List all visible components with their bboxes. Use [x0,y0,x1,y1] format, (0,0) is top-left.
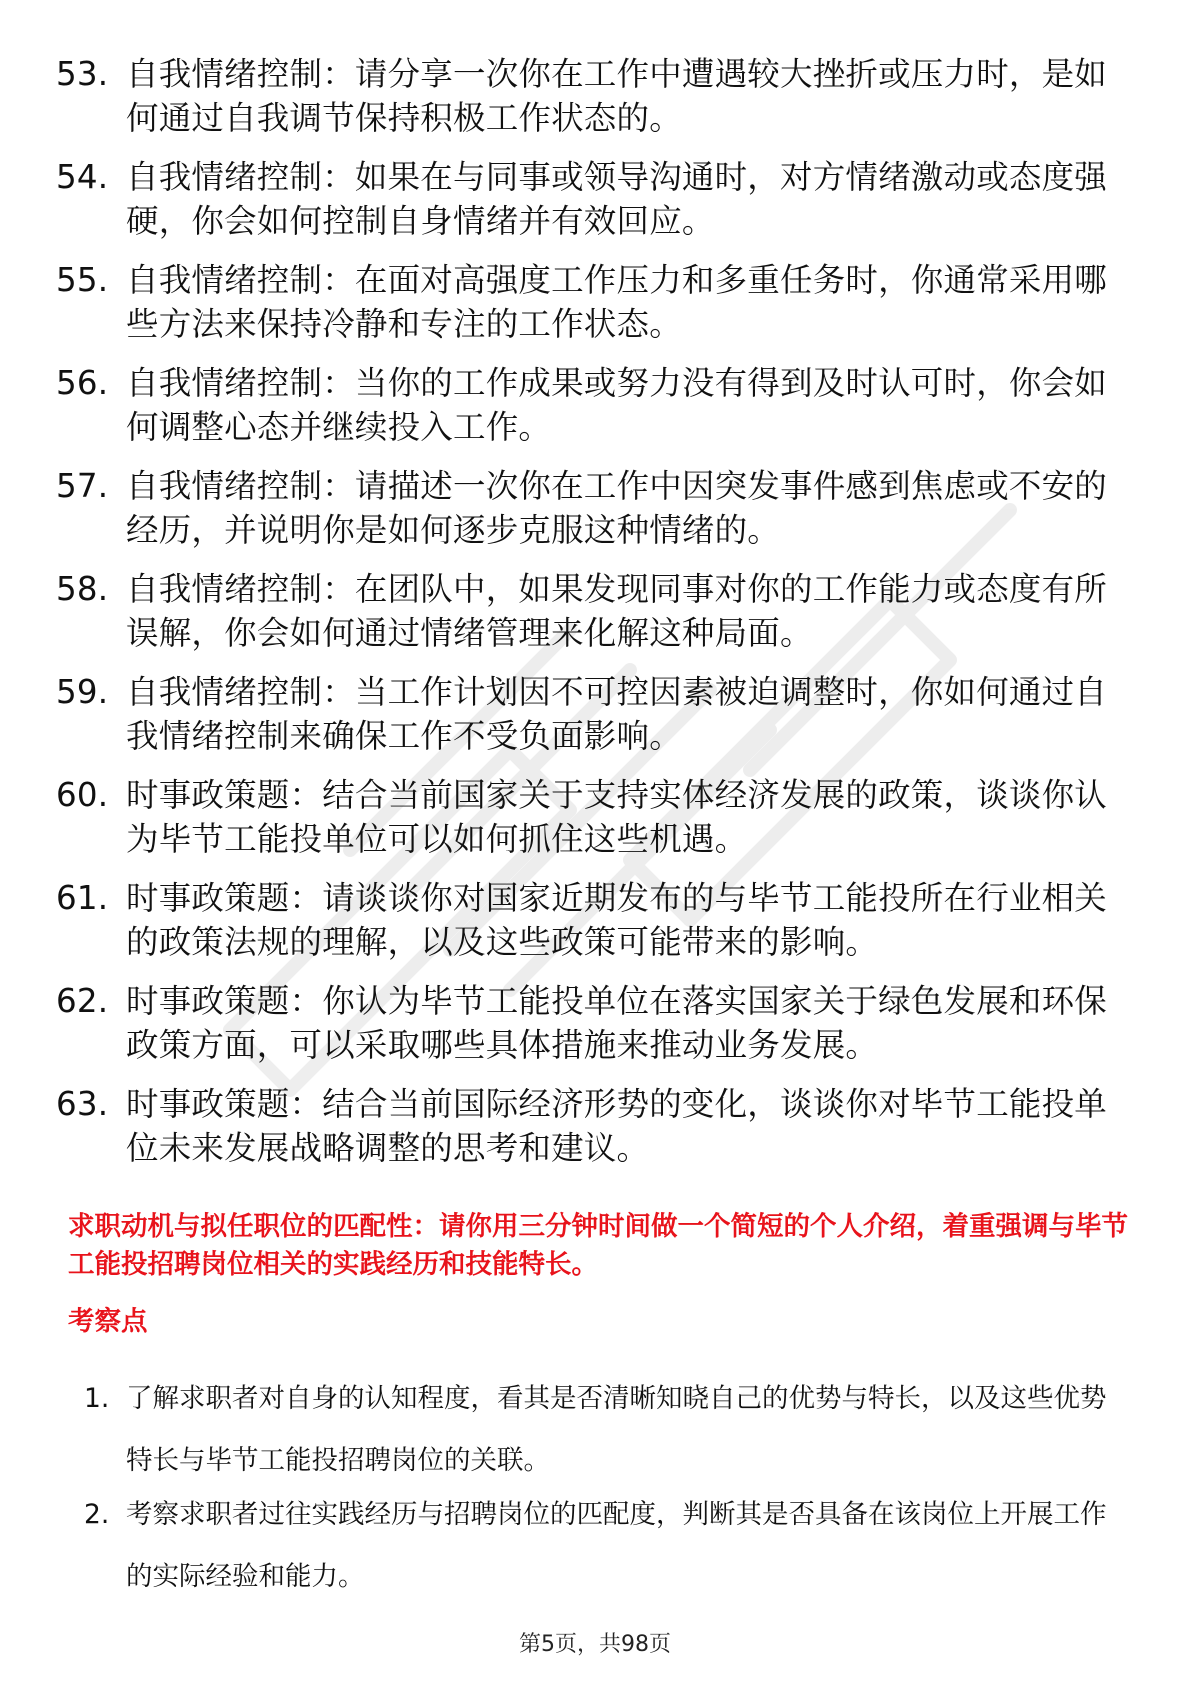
assessment-list [84,1376,1124,1608]
question-item [56,52,1116,140]
question-number: 58. [56,570,109,608]
question-number: 54. [56,158,109,196]
question-text: 自我情绪控制：当工作计划因不可控因素被迫调整时，你如何通过自我情绪控制来确保工作不受负面影响。 [126,673,1108,755]
question-text: 自我情绪控制：请分享一次你在工作中遭遇较大挫折或压力时，是如何通过自我调节保持积极工作状态的。 [126,55,1108,137]
question-number: 62. [56,982,109,1020]
question-text: 自我情绪控制：如果在与同事或领导沟通时，对方情绪激动或态度强硬，你会如何控制自身情绪并有效回应。 [126,158,1108,240]
question-number: 61. [56,879,109,917]
question-text: 时事政策题：请谈谈你对国家近期发布的与毕节工能投所在行业相关的政策法规的理解，以及这些政策可能带来的影响。 [126,879,1108,961]
assessment-item [84,1484,1124,1608]
assessment-text: 考察求职者过往实践经历与招聘岗位的匹配度，判断其是否具备在该岗位上开展工作的实际经验和能力。 [126,1499,1107,1592]
assessment-heading: 考察点 [68,1306,148,1337]
question-item [56,1082,1116,1170]
question-item [56,258,1116,346]
assessment-number: 2. [84,1499,110,1530]
question-text: 时事政策题：你认为毕节工能投单位在落实国家关于绿色发展和环保政策方面，可以采取哪些具体措施来推动业务发展。 [126,982,1108,1064]
question-list [56,52,1116,1185]
question-number: 55. [56,261,109,299]
question-number: 53. [56,55,109,93]
question-number: 57. [56,467,109,505]
question-number: 63. [56,1085,109,1123]
page-footer: 第5页，共98页 [519,1632,671,1657]
assessment-item [84,1368,1124,1492]
question-item [56,155,1116,243]
question-item [56,876,1116,964]
question-item [56,567,1116,655]
assessment-number: 1. [84,1383,110,1414]
question-item [56,979,1116,1067]
highlighted-question: 求职动机与拟任职位的匹配性：请你用三分钟时间做一个简短的个人介绍，着重强调与毕节工能投招聘岗位相关的实践经历和技能特长。 [68,1211,1128,1280]
assessment-text: 了解求职者对自身的认知程度，看其是否清晰知晓自己的优势与特长，以及这些优势特长与毕节工能投招聘岗位的关联。 [126,1383,1107,1476]
question-text: 自我情绪控制：在团队中，如果发现同事对你的工作能力或态度有所误解，你会如何通过情绪管理来化解这种局面。 [126,570,1108,652]
question-item [56,361,1116,449]
question-text: 时事政策题：结合当前国际经济形势的变化，谈谈你对毕节工能投单位未来发展战略调整的思考和建议。 [126,1085,1108,1167]
question-text: 时事政策题：结合当前国家关于支持实体经济发展的政策，谈谈你认为毕节工能投单位可以如何抓住这些机遇。 [126,776,1108,858]
question-item [56,773,1116,861]
question-item [56,670,1116,758]
question-number: 56. [56,364,109,402]
question-number: 59. [56,673,109,711]
question-text: 自我情绪控制：当你的工作成果或努力没有得到及时认可时，你会如何调整心态并继续投入工作。 [126,364,1108,446]
question-item [56,464,1116,552]
question-text: 自我情绪控制：请描述一次你在工作中因突发事件感到焦虑或不安的经历，并说明你是如何逐步克服这种情绪的。 [126,467,1108,549]
question-text: 自我情绪控制：在面对高强度工作压力和多重任务时，你通常采用哪些方法来保持冷静和专注的工作状态。 [126,261,1108,343]
question-number: 60. [56,776,109,814]
